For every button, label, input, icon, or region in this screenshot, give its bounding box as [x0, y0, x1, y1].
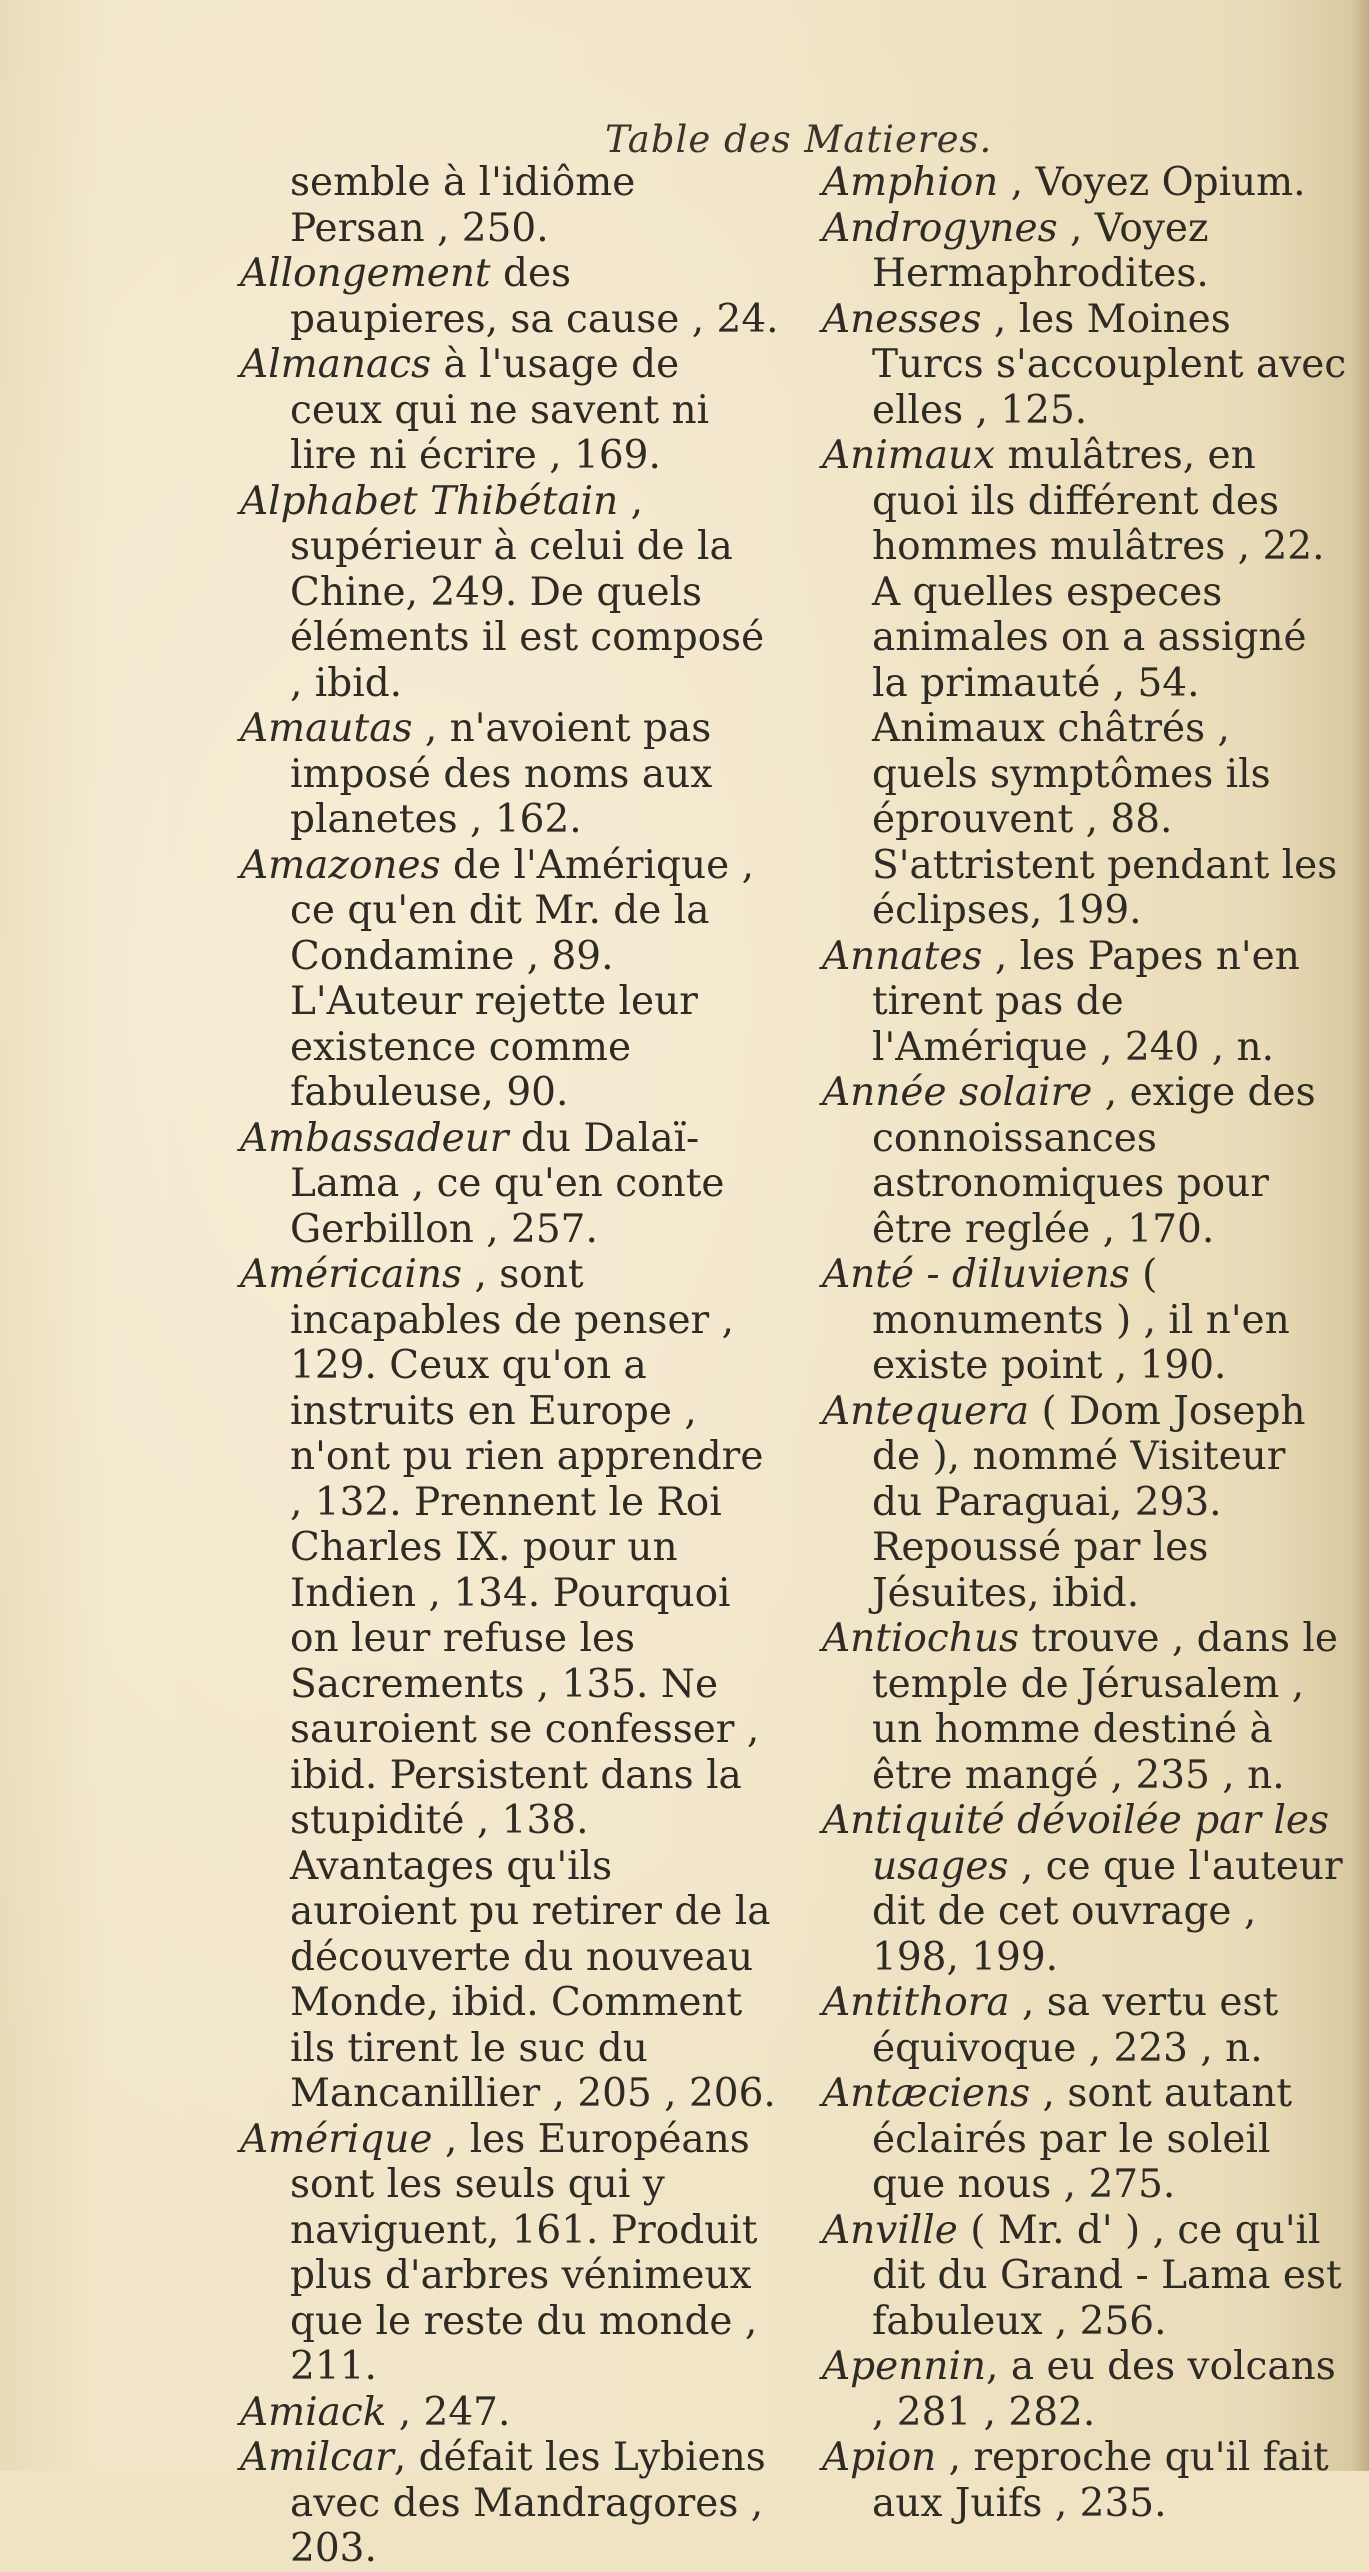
index-headword: Alphabet Thibétain — [240, 478, 619, 524]
index-entry-text: de l'Amérique , ce qu'en dit Mr. de la Condamine , 89. L'Auteur rejette leur existence comme fabuleuse, 90. — [290, 842, 754, 1115]
index-headword: Amphion — [822, 160, 999, 205]
index-entry-text: , sont autant éclairés par le soleil que nous , 275. — [872, 2071, 1293, 2207]
index-entry — [240, 2117, 780, 2390]
index-entry-text: , reproche qu'il fait aux Juifs , 235. — [872, 2435, 1329, 2526]
index-entry-text: , sa vertu est équivoque , 223 , n. — [872, 1980, 1279, 2071]
index-entry-text: ( Mr. d' ) , ce qu'il dit du Grand - Lama est fabuleux , 256. — [872, 2207, 1342, 2344]
index-headword: Américains — [240, 1252, 463, 1297]
index-entry — [240, 479, 780, 707]
index-headword: Animaux — [822, 433, 996, 478]
index-headword: Amérique — [240, 2116, 433, 2162]
index-entry — [240, 843, 780, 1116]
index-entry — [822, 2435, 1347, 2526]
index-headword: Antequera — [822, 1388, 1030, 1434]
index-entry — [822, 1798, 1347, 1980]
index-entry — [822, 160, 1347, 206]
index-column-right — [822, 160, 1347, 2526]
index-headword: Amilcar — [240, 2435, 394, 2480]
index-entry — [822, 934, 1347, 1071]
index-entry — [822, 206, 1347, 297]
index-entry-text: ( Dom Joseph de ), nommé Visiteur du Paraguai, 293. Repoussé par les Jésuites, ibid. — [872, 1388, 1306, 1616]
index-entry-text: , Voyez Hermaphrodites. — [872, 205, 1209, 296]
index-entry-text: , a eu des volcans , 281 , 282. — [872, 2344, 1336, 2435]
index-entry-text: , les Moines Turcs s'accouplent avec elles , 125. — [872, 296, 1347, 433]
index-headword: Anesses — [822, 296, 982, 342]
index-column-left — [240, 160, 780, 2572]
index-entry-text: , supérieur à celui de la Chine, 249. De quels éléments il est composé , ibid. — [290, 478, 765, 706]
index-headword: Année solaire — [822, 1070, 1093, 1115]
index-headword: Allongement — [240, 251, 491, 296]
index-headword: Almanacs — [240, 342, 432, 387]
index-entry-text: semble à l'idiôme Persan , 250. — [290, 160, 636, 251]
index-headword: Antæciens — [822, 2071, 1031, 2116]
index-entry-text: à l'usage de ceux qui ne savent ni lire ni écrire , 169. — [290, 342, 710, 478]
index-entry — [822, 433, 1347, 934]
page-edge-shadow — [1351, 0, 1369, 2471]
index-entry-text: , défait les Lybiens avec des Mandragores , 203. — [290, 2435, 766, 2571]
index-entry-text: ( monuments ) , il n'en existe point , 190. — [872, 1252, 1290, 1388]
index-headword: Amiack — [240, 2389, 387, 2435]
index-entry — [822, 297, 1347, 434]
index-entry — [240, 2390, 780, 2436]
index-entry — [240, 1116, 780, 1253]
index-entry — [240, 2435, 780, 2572]
index-entry — [822, 2208, 1347, 2345]
index-entry-text: mulâtres, en quoi ils différent des hommes mulâtres , 22. A quelles especes animales on a assigné la primauté , 54. Animaux châtrés , quels symptômes ils éprouvent , 88. S'attristent pendant les éclipses, 199. — [872, 433, 1338, 933]
index-entry-text: , ce que l'auteur dit de cet ouvrage , 198, 199. — [872, 1843, 1343, 1980]
index-headword: Annates — [822, 933, 983, 979]
index-entry — [240, 160, 780, 251]
index-headword: Antiquité dévoilée par les usages — [822, 1798, 1330, 1889]
index-entry-text: du Dalaï-Lama , ce qu'en conte Gerbillon , 257. — [290, 1115, 725, 1252]
index-entry — [822, 1980, 1347, 2071]
index-entry — [822, 2071, 1347, 2208]
index-entry — [240, 342, 780, 479]
index-entry — [822, 1616, 1347, 1798]
index-headword: Antithora — [822, 1980, 1010, 2025]
index-entry — [240, 1252, 780, 2117]
index-entry-text: , 247. — [386, 2389, 511, 2435]
index-headword: Androgynes — [822, 205, 1058, 251]
index-headword: Amazones — [240, 842, 441, 888]
index-entry-text: , n'avoient pas imposé des noms aux planetes , 162. — [290, 706, 713, 842]
index-entry — [240, 251, 780, 342]
index-entry-text: , exige des connoissances astronomiques pour être reglée , 170. — [872, 1070, 1316, 1252]
index-headword: Antiochus — [822, 1616, 1019, 1661]
index-headword: Apion — [822, 2435, 937, 2480]
index-entry-text: , Voyez Opium. — [998, 160, 1306, 205]
index-headword: Amautas — [240, 706, 413, 751]
index-headword: Anté - diluviens — [822, 1252, 1130, 1297]
index-entry-text: , les Européans sont les seuls qui y naviguent, 161. Produit plus d'arbres vénimeux que le reste du monde , 211. — [290, 2116, 758, 2389]
index-entry-text: des paupieres, sa cause , 24. — [290, 251, 779, 342]
index-entry — [822, 1252, 1347, 1389]
index-entry — [822, 2344, 1347, 2435]
index-entry-text: , sont incapables de penser , 129. Ceux qu'on a instruits en Europe , n'ont pu rien apprendre , 132. Prennent le Roi Charles IX. pour un Indien , 134. Pourquoi on leur refuse les Sacrements , 135. Ne sauroient se confesser , ibid. Persistent dans la stupidité , 138. Avantages qu'ils auroient pu retirer de la découverte du nouveau Monde, ibid. Comment ils tirent le suc du Mancanillier , 205 , 206. — [290, 1252, 776, 2116]
index-headword: Ambassadeur — [240, 1115, 509, 1161]
index-entry — [822, 1070, 1347, 1252]
index-entry-text: , les Papes n'en tirent pas de l'Amérique , 240 , n. — [872, 933, 1300, 1070]
index-headword: Apennin — [822, 2344, 987, 2389]
index-entry — [822, 1389, 1347, 1617]
running-head: Table des Matieres. — [605, 118, 993, 161]
index-entry-text: trouve , dans le temple de Jérusalem , un homme destiné à être mangé , 235 , n. — [872, 1616, 1338, 1798]
index-headword: Anville — [822, 2207, 958, 2253]
index-entry — [240, 706, 780, 843]
